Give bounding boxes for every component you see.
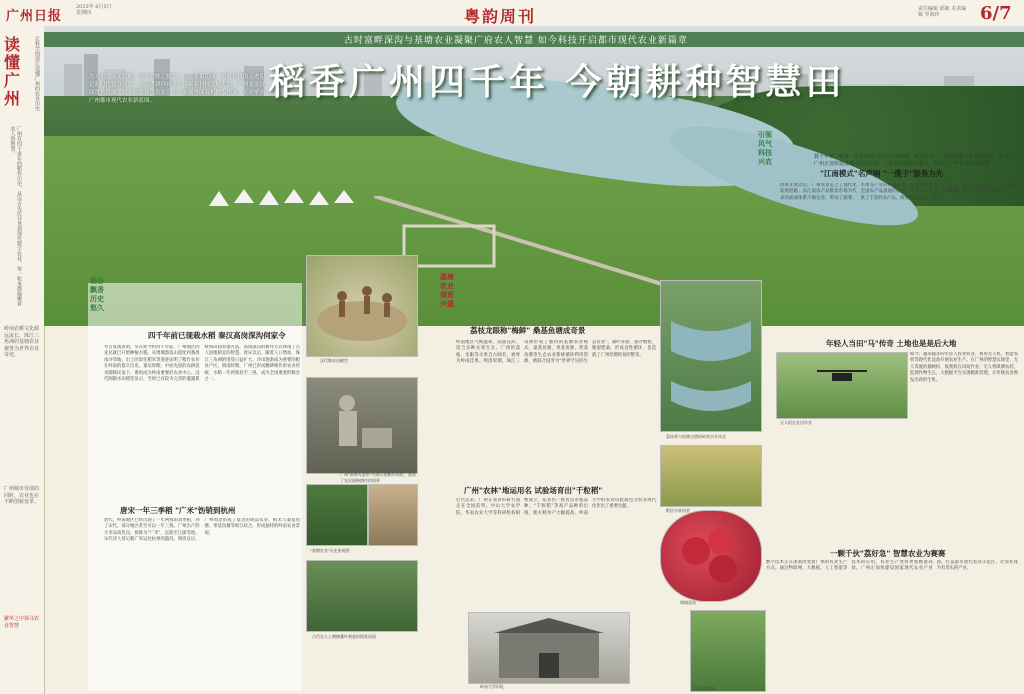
building-illustration: [469, 613, 629, 683]
drone-icon: [777, 353, 907, 418]
photo-old-building: [468, 612, 630, 684]
article-headline: 荔枝龙眼称"梅鲜" 桑基鱼塘成奇景: [470, 326, 586, 335]
photo-caption: 无人机在农田作业: [780, 420, 812, 425]
page-number: 6/7: [980, 3, 1012, 24]
section-tab: 引领风气 科技兴农: [758, 130, 772, 166]
figurine-illustration: [307, 256, 417, 356]
photo-lychee-orchard: [660, 280, 762, 432]
water-village-illustration: [661, 281, 761, 431]
section-title: 粤韵周刊: [464, 7, 537, 26]
photo-paddy: [306, 484, 368, 546]
article-body: 考古发现表明，早在距今约四千年前，广州地区的先民就已开始种植水稻。从增城墨依山遗址到番禺南沙等地，出土的炭化稻米等遗迹证明了稻作农业在岭南的悠久历史。秦汉时期，中原先进的农耕技术随移民南下，番禺成为岭南重要的农业中心。汉代陶制水田模型显示，当时已有较为完善的灌溉系统和田间管理方法，高岗深沟的耕作方式体现了古人因地制宜的智慧。唐宋以后，随着人口增加，珠江三角洲的围垦日益扩大，沙田逐渐成为重要的粮食产区。明清时期，广州已形成精耕细作的农业传统，水稻一年两熟甚至三熟，成为全国重要的粮仓之一。: [104, 345, 300, 383]
photo-drone: [776, 352, 908, 419]
photo-farmer: [368, 484, 418, 546]
photo-picking: [690, 610, 766, 692]
section-tab: 稻谷飘香 历史悠久: [90, 276, 104, 312]
photo-caption: 岭南大学旧址: [480, 684, 504, 689]
photo-harvest: [660, 445, 762, 507]
sidebar-title: 读懂广州: [4, 35, 21, 108]
photo-caption: 广州"南粤先贤馆"内展示的稻作场景，表现了先民插秧耕作的情景: [340, 472, 416, 483]
section-tab: 基塘农业 商贸兴盛: [440, 272, 454, 308]
article-headline: 唐宋一年三季稻 "广米"饬销到杭州: [120, 506, 236, 515]
photo-caption: "基塘农业"历史景观图: [310, 548, 350, 553]
article-body: 如今，越来越多的年轻人投身农业，利用无人机、智能农机等现代化设备开展农业生产。在广州的智慧农场里，无人驾驶的插秧机、收割机在田间作业，无人机喷洒农药、监测作物生长，大数据平台实现精准管理，让传统农业焕发出新的生机。: [910, 352, 1018, 383]
photo-caption: 汉代陶水田模型: [320, 358, 348, 363]
photo-lychee: [660, 510, 762, 602]
article-headline: 年轻人当田"马"传奇 土地也是是后大地: [826, 339, 957, 348]
article-headline: 一颗千伙"荔好急" 智慧农业为赛赛: [830, 549, 946, 558]
newspaper-logo: 广州日报: [6, 9, 63, 24]
article-headline: 广州"农林"地运用名 试验场育出"千粒稻": [464, 486, 603, 495]
article-headline: "江南模式"名声响 "一揽子"服务为先: [820, 169, 944, 178]
photo-statue: [306, 377, 418, 474]
sidebar-column: 广州城市发展的同时，农业也在不断创新变革。: [4, 486, 40, 505]
article-body: 数字技术正在深刻改变着广州的农业生产方式。通过物联网、大数据、人工智能等技术的应用，农业生产变得更加精准高效。广州正加快建设国家现代农业产业园，打造都市现代农业示范区，让农业成为有奔头的产业。: [766, 560, 1018, 572]
tents: [204, 181, 374, 211]
photo-mulberry-pond: [306, 560, 418, 632]
article-body: 唐代，岭南地区已经出现了一年两熟的双季稻，到了宋代，部分地区甚至可以一年三熟。广州出产的大米品质优良，被称为"广米"，远销至江浙等地。宋代诗人曾记载广米运往杭州的盛况。明清以后，广州周边形成了发达的商品农业，稻米与桑基鱼塘、果基鱼塘等相互结合，形成独特的岭南农业景观。: [104, 518, 300, 543]
issue-date: 2025年 6月5日 星期四: [76, 4, 112, 16]
subheadline: 古时富畔深沟与基塘农业凝聚广府农人智慧 如今科技开启都市现代农业新篇章: [344, 36, 688, 46]
sidebar: [0, 26, 45, 694]
sidebar-column: 岭南农耕文化源远流长，珠江三角洲的基塘农业被誉为世界农业奇迹。: [4, 326, 40, 358]
lychee-icon: [661, 511, 761, 601]
sidebar-column: 广州有四千多年的稻作历史，从远古先民开垦到现代数字农业，每一粒米都凝聚着农人的智慧。: [9, 126, 22, 306]
intro-paragraph: 先人们，人工智能，无人驾驶，数字……一张稻田图，旧时农耕的古老印记和时代智慧应用。从远古耕种到今天，乘着科技发展大潮，广州农业持续蓬勃发展，数字赋能现代农业、无人农场里面有机器人作业，正在擘画广州都市现代农业新蓝图。: [89, 74, 266, 104]
photo-caption: 农民采摘荔枝: [692, 686, 716, 691]
photo-caption: 增城荔枝: [680, 600, 696, 605]
photo-caption: 荔枝林与鱼塘交错的岭南水乡风光: [666, 434, 726, 439]
article-body: 岭南地区气候温和，雨量充沛，适合多种水果生长。广州的荔枝、龙眼等水果自古闻名，被誉为岭南佳果。明清时期，珠江三角洲形成了独特的基塘农业模式，桑基鱼塘、果基鱼塘、蔗基鱼塘等生态农业系统循环利用资源，被联合国誉为"世界罕见的生态农业"。桑叶养蚕，蚕沙喂鱼，塘泥肥桑，形成良性循环，也造就了广州丝绸贸易的繁荣。: [456, 340, 656, 365]
photo-caption: 稻田丰收场景: [666, 508, 690, 513]
statue-illustration: [307, 378, 417, 473]
masthead: [0, 0, 1024, 28]
photo-rice-model: [306, 255, 418, 357]
intro-paragraph-right: 数千年来，稻米一直是岭南人民的主要粮食，从古至今，广州的农耕文化源远流长。如今，广州正加快建设都市现代农业，让科技赋能乡村振兴，稻香之中孕育着新的希望。: [814, 154, 1015, 167]
photo-caption: 古代农人上塘摘桑叶喂蚕的情景再现: [312, 634, 376, 639]
article-body: 近代以来，广州在农业科研方面走在全国前列。中山大学农学院、华南农业大学等科研机构相继成立，培育出一批优良水稻品种。"千粒稻"等高产品种的出现，使水稻单产大幅提高。岭南大学的农业试验场也为农业现代化作出了重要贡献。: [456, 498, 656, 516]
sidebar-highlight: 繁华之中探寻农业智慧: [4, 616, 40, 629]
article-headline: 四千年前已现栽水稻 秦汉高岗深沟伺家令: [148, 331, 286, 340]
main-headline: 稻香广州四千年 今朝耕种智慧田: [269, 61, 846, 103]
editor-credits: 责任编辑 邱敏 美术编辑 罗海珍: [918, 6, 967, 18]
sidebar-column: 让科学阅读让读懂广州的农业历史: [34, 36, 40, 111]
article-body: 改革开放以后，广州农业走上了现代化发展道路。以江南农产品批发市场为代表的流通体系不断完善，带动了蔬菜、水果等产业的快速发展。江南模式成为全国农产品流通的标杆，为城市居民提供了丰富的农产品。政府部门通过"一揽子"服务，帮助农民解决生产、销售等环节的难题，推动农业产业化经营。: [780, 183, 1018, 201]
